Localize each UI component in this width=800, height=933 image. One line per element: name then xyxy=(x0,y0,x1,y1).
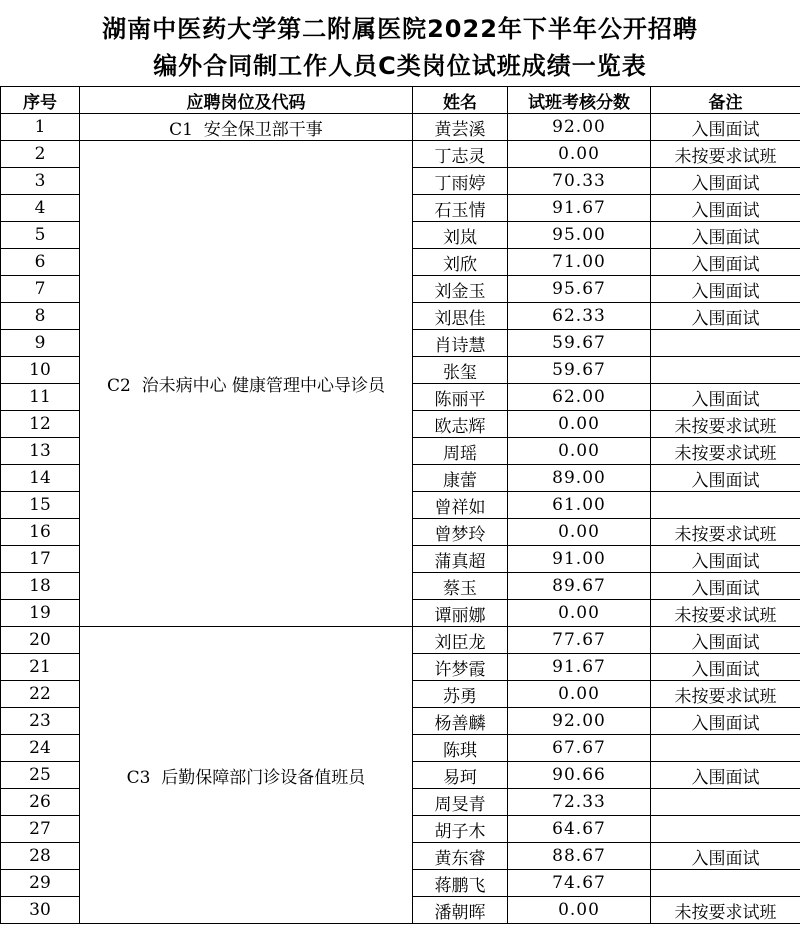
remark-cell: 入围面试 xyxy=(651,222,800,249)
column-header-name: 姓名 xyxy=(413,87,508,114)
remark-cell: 入围面试 xyxy=(651,654,800,681)
candidate-name: 蒋鹏飞 xyxy=(413,870,508,897)
trial-score: 92.00 xyxy=(508,708,651,735)
row-index: 20 xyxy=(1,627,80,654)
column-header-score: 试班考核分数 xyxy=(508,87,651,114)
trial-score: 89.67 xyxy=(508,573,651,600)
header-row xyxy=(1,87,800,114)
title-line-1: 湖南中医药大学第二附属医院2022年下半年公开招聘 xyxy=(102,15,698,43)
trial-score: 91.00 xyxy=(508,546,651,573)
trial-score: 62.33 xyxy=(508,303,651,330)
trial-score: 95.00 xyxy=(508,222,651,249)
row-index: 17 xyxy=(1,546,80,573)
remark-cell: 入围面试 xyxy=(651,303,800,330)
trial-score: 92.00 xyxy=(508,114,651,141)
trial-score: 59.67 xyxy=(508,330,651,357)
row-index: 6 xyxy=(1,249,80,276)
row-index: 29 xyxy=(1,870,80,897)
candidate-name: 胡子木 xyxy=(413,816,508,843)
trial-score: 62.00 xyxy=(508,384,651,411)
candidate-name: 张玺 xyxy=(413,357,508,384)
remark-cell: 入围面试 xyxy=(651,627,800,654)
row-index: 3 xyxy=(1,168,80,195)
candidate-name: 刘金玉 xyxy=(413,276,508,303)
row-index: 14 xyxy=(1,465,80,492)
remark-cell: 入围面试 xyxy=(651,276,800,303)
remark-cell: 未按要求试班 xyxy=(651,519,800,546)
trial-score: 61.00 xyxy=(508,492,651,519)
table-header xyxy=(1,87,800,114)
candidate-name: 刘思佳 xyxy=(413,303,508,330)
row-index: 4 xyxy=(1,195,80,222)
row-index: 24 xyxy=(1,735,80,762)
row-index: 19 xyxy=(1,600,80,627)
row-index: 13 xyxy=(1,438,80,465)
trial-score: 95.67 xyxy=(508,276,651,303)
candidate-name: 康蕾 xyxy=(413,465,508,492)
trial-score: 72.33 xyxy=(508,789,651,816)
row-index: 1 xyxy=(1,114,80,141)
candidate-name: 苏勇 xyxy=(413,681,508,708)
trial-score: 0.00 xyxy=(508,600,651,627)
row-index: 25 xyxy=(1,762,80,789)
row-index: 28 xyxy=(1,843,80,870)
remark-cell xyxy=(651,492,800,519)
remark-cell: 未按要求试班 xyxy=(651,411,800,438)
remark-cell: 入围面试 xyxy=(651,573,800,600)
candidate-name: 丁志灵 xyxy=(413,141,508,168)
position-cell: C1 安全保卫部干事 xyxy=(80,114,413,141)
candidate-name: 易珂 xyxy=(413,762,508,789)
trial-score: 0.00 xyxy=(508,438,651,465)
row-index: 8 xyxy=(1,303,80,330)
remark-cell: 入围面试 xyxy=(651,762,800,789)
row-index: 5 xyxy=(1,222,80,249)
trial-score: 90.66 xyxy=(508,762,651,789)
trial-score: 64.67 xyxy=(508,816,651,843)
table-body xyxy=(1,114,800,924)
row-index: 27 xyxy=(1,816,80,843)
trial-score: 0.00 xyxy=(508,681,651,708)
trial-score: 0.00 xyxy=(508,141,651,168)
row-index: 30 xyxy=(1,897,80,924)
trial-score: 88.67 xyxy=(508,843,651,870)
remark-cell xyxy=(651,816,800,843)
row-index: 18 xyxy=(1,573,80,600)
column-header-remark: 备注 xyxy=(651,87,800,114)
row-index: 15 xyxy=(1,492,80,519)
remark-cell: 入围面试 xyxy=(651,546,800,573)
row-index: 9 xyxy=(1,330,80,357)
candidate-name: 刘欣 xyxy=(413,249,508,276)
row-index: 12 xyxy=(1,411,80,438)
candidate-name: 杨善麟 xyxy=(413,708,508,735)
column-header-index: 序号 xyxy=(1,87,80,114)
remark-cell xyxy=(651,735,800,762)
remark-cell xyxy=(651,789,800,816)
candidate-name: 曾祥如 xyxy=(413,492,508,519)
remark-cell: 入围面试 xyxy=(651,384,800,411)
trial-score: 67.67 xyxy=(508,735,651,762)
remark-cell: 入围面试 xyxy=(651,708,800,735)
trial-score: 59.67 xyxy=(508,357,651,384)
remark-cell: 入围面试 xyxy=(651,465,800,492)
remark-cell xyxy=(651,357,800,384)
candidate-name: 黄东睿 xyxy=(413,843,508,870)
trial-score: 91.67 xyxy=(508,195,651,222)
candidate-name: 丁雨婷 xyxy=(413,168,508,195)
remark-cell: 入围面试 xyxy=(651,114,800,141)
row-index: 26 xyxy=(1,789,80,816)
title-line-2: 编外合同制工作人员C类岗位试班成绩一览表 xyxy=(153,52,647,80)
candidate-name: 蒲真超 xyxy=(413,546,508,573)
candidate-name: 谭丽娜 xyxy=(413,600,508,627)
candidate-name: 石玉情 xyxy=(413,195,508,222)
position-cell: C2 治未病中心 健康管理中心导诊员 xyxy=(80,141,413,627)
trial-score: 71.00 xyxy=(508,249,651,276)
table-row xyxy=(1,627,800,654)
row-index: 7 xyxy=(1,276,80,303)
row-index: 23 xyxy=(1,708,80,735)
remark-cell: 入围面试 xyxy=(651,249,800,276)
trial-score: 74.67 xyxy=(508,870,651,897)
candidate-name: 周旻青 xyxy=(413,789,508,816)
remark-cell: 未按要求试班 xyxy=(651,681,800,708)
trial-score: 70.33 xyxy=(508,168,651,195)
candidate-name: 蔡玉 xyxy=(413,573,508,600)
row-index: 11 xyxy=(1,384,80,411)
candidate-name: 陈丽平 xyxy=(413,384,508,411)
candidate-name: 黄芸溪 xyxy=(413,114,508,141)
remark-cell xyxy=(651,870,800,897)
candidate-name: 陈琪 xyxy=(413,735,508,762)
remark-cell xyxy=(651,330,800,357)
remark-cell: 入围面试 xyxy=(651,168,800,195)
row-index: 2 xyxy=(1,141,80,168)
table-row xyxy=(1,141,800,168)
column-header-position: 应聘岗位及代码 xyxy=(80,87,413,114)
table-row xyxy=(1,114,800,141)
page-title xyxy=(0,0,800,86)
candidate-name: 刘岚 xyxy=(413,222,508,249)
trial-score: 0.00 xyxy=(508,897,651,924)
candidate-name: 曾梦玲 xyxy=(413,519,508,546)
remark-cell: 未按要求试班 xyxy=(651,897,800,924)
trial-score: 0.00 xyxy=(508,411,651,438)
candidate-name: 潘朝晖 xyxy=(413,897,508,924)
candidate-name: 肖诗慧 xyxy=(413,330,508,357)
remark-cell: 未按要求试班 xyxy=(651,600,800,627)
remark-cell: 未按要求试班 xyxy=(651,438,800,465)
candidate-name: 许梦霞 xyxy=(413,654,508,681)
trial-score: 91.67 xyxy=(508,654,651,681)
row-index: 21 xyxy=(1,654,80,681)
trial-score: 89.00 xyxy=(508,465,651,492)
trial-score: 77.67 xyxy=(508,627,651,654)
row-index: 22 xyxy=(1,681,80,708)
results-table xyxy=(0,86,800,924)
remark-cell: 入围面试 xyxy=(651,843,800,870)
candidate-name: 欧志辉 xyxy=(413,411,508,438)
row-index: 16 xyxy=(1,519,80,546)
row-index: 10 xyxy=(1,357,80,384)
remark-cell: 入围面试 xyxy=(651,195,800,222)
remark-cell: 未按要求试班 xyxy=(651,141,800,168)
trial-score: 0.00 xyxy=(508,519,651,546)
candidate-name: 周瑶 xyxy=(413,438,508,465)
position-cell: C3 后勤保障部门诊设备值班员 xyxy=(80,627,413,924)
candidate-name: 刘臣龙 xyxy=(413,627,508,654)
